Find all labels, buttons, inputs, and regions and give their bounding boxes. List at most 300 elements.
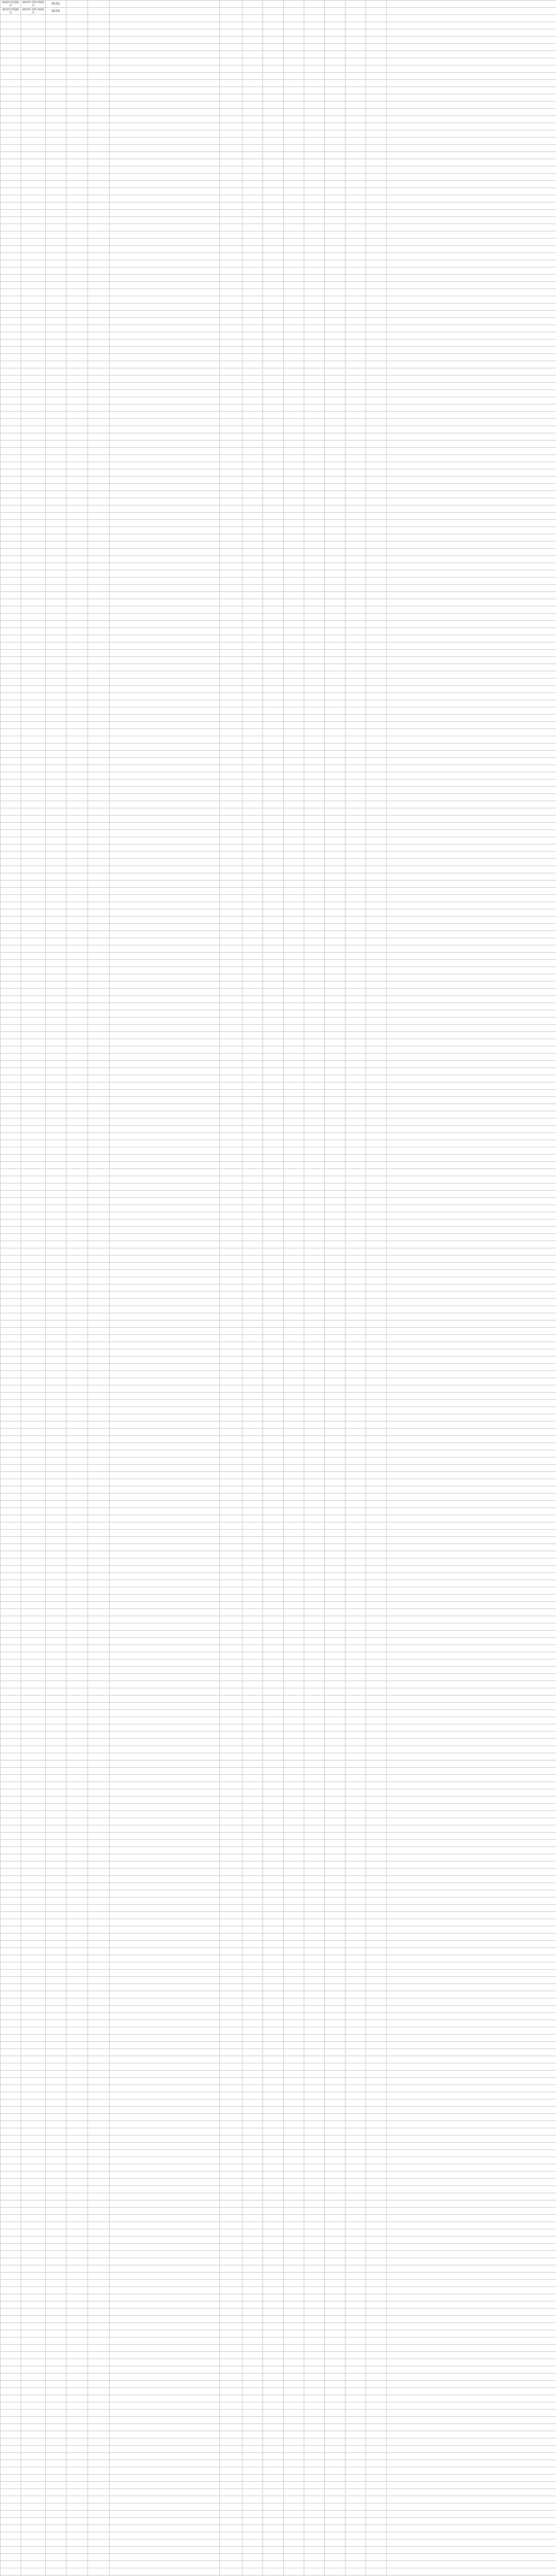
table-cell	[366, 1010, 387, 1018]
table-cell	[220, 1659, 242, 1667]
table-cell	[304, 1443, 325, 1450]
table-cell	[110, 902, 220, 909]
table-cell	[88, 1609, 110, 1616]
table-cell	[21, 541, 46, 549]
table-cell	[242, 1075, 263, 1082]
table-cell	[366, 880, 387, 888]
table-cell	[284, 1234, 304, 1241]
table-cell	[325, 628, 345, 635]
table-cell	[46, 1147, 66, 1155]
table-cell	[304, 289, 325, 296]
table-cell	[304, 1883, 325, 1890]
table-cell	[110, 354, 220, 361]
table-cell	[110, 94, 220, 101]
table-cell	[21, 1537, 46, 1544]
table-cell	[263, 1739, 284, 1746]
table-cell	[21, 1342, 46, 1349]
table-cell	[88, 967, 110, 974]
table-cell	[263, 1198, 284, 1205]
table-cell	[284, 2056, 304, 2063]
table-cell	[21, 1292, 46, 1299]
table-cell	[66, 275, 88, 282]
table-cell	[284, 22, 304, 29]
table-cell	[66, 1169, 88, 1176]
table-cell	[110, 231, 220, 239]
table-row	[1, 1082, 556, 1090]
table-cell	[345, 1919, 366, 1926]
table-cell	[304, 484, 325, 491]
table-row	[1, 1587, 556, 1595]
table-cell	[88, 794, 110, 801]
table-cell	[284, 1797, 304, 1804]
table-cell	[387, 2114, 556, 2121]
table-cell	[263, 94, 284, 101]
table-cell	[345, 1479, 366, 1486]
table-cell	[21, 2157, 46, 2164]
table-cell	[21, 188, 46, 195]
table-row	[1, 138, 556, 145]
table-cell	[110, 700, 220, 707]
table-cell	[1, 1241, 21, 1248]
table-row	[1, 859, 556, 866]
table-cell	[387, 2121, 556, 2128]
table-row	[1, 397, 556, 404]
table-cell	[88, 2027, 110, 2035]
table-row	[1, 217, 556, 224]
table-cell	[1, 1768, 21, 1775]
table-cell	[325, 267, 345, 275]
table-cell	[21, 1580, 46, 1587]
table-cell	[345, 1306, 366, 1313]
table-cell	[366, 2027, 387, 2035]
table-cell	[304, 1926, 325, 1934]
table-cell	[345, 1897, 366, 1905]
table-cell	[387, 1782, 556, 1789]
table-cell	[263, 2164, 284, 2172]
table-cell	[284, 1782, 304, 1789]
table-cell	[304, 1429, 325, 1436]
table-cell	[304, 549, 325, 556]
table-cell	[366, 44, 387, 51]
table-cell	[304, 1667, 325, 1674]
table-cell	[325, 22, 345, 29]
table-cell	[88, 1508, 110, 1515]
table-cell	[46, 419, 66, 426]
table-cell	[284, 217, 304, 224]
table-cell	[284, 390, 304, 397]
table-cell	[284, 2179, 304, 2186]
table-cell	[66, 166, 88, 174]
table-cell	[387, 296, 556, 303]
table-cell	[325, 210, 345, 217]
table-cell	[242, 671, 263, 679]
table-cell	[325, 657, 345, 664]
table-cell	[66, 909, 88, 917]
table-cell	[304, 1219, 325, 1227]
table-cell	[345, 426, 366, 433]
table-cell	[1, 1212, 21, 1219]
table-cell	[242, 1522, 263, 1530]
table-cell	[242, 2063, 263, 2071]
table-cell	[345, 1212, 366, 1219]
table-cell	[284, 1241, 304, 1248]
table-cell	[345, 1717, 366, 1724]
table-cell	[263, 1421, 284, 1429]
table-cell	[242, 1919, 263, 1926]
table-cell	[263, 397, 284, 404]
table-cell	[387, 2143, 556, 2150]
table-cell	[284, 58, 304, 65]
table-cell	[325, 1753, 345, 1760]
table-row	[1, 1659, 556, 1667]
table-cell	[1, 1256, 21, 1263]
table-cell	[88, 426, 110, 433]
table-cell	[345, 1515, 366, 1522]
table-cell	[387, 1522, 556, 1530]
table-cell	[325, 1934, 345, 1941]
table-cell	[110, 1075, 220, 1082]
table-cell	[220, 700, 242, 707]
table-cell	[304, 1003, 325, 1010]
table-cell	[110, 1501, 220, 1508]
table-cell	[345, 448, 366, 455]
table-cell	[366, 397, 387, 404]
table-cell	[345, 585, 366, 592]
table-cell	[220, 303, 242, 311]
table-cell	[263, 1284, 284, 1292]
table-cell	[345, 383, 366, 390]
table-cell	[242, 2056, 263, 2063]
table-cell	[220, 2092, 242, 2099]
table-cell	[21, 1082, 46, 1090]
table-cell	[1, 2049, 21, 2056]
table-cell	[345, 1710, 366, 1717]
table-cell	[242, 484, 263, 491]
table-cell	[325, 1537, 345, 1544]
table-row	[1, 1984, 556, 1991]
table-cell	[284, 383, 304, 390]
table-cell	[284, 1486, 304, 1494]
table-cell	[88, 1753, 110, 1760]
table-cell	[88, 1126, 110, 1133]
table-row	[1, 751, 556, 758]
table-cell	[284, 1768, 304, 1775]
table-cell	[325, 376, 345, 383]
table-row	[1, 2107, 556, 2114]
table-cell	[284, 729, 304, 736]
table-cell	[284, 2020, 304, 2027]
table-cell	[21, 1760, 46, 1768]
table-cell	[66, 1364, 88, 1371]
table-cell	[345, 1797, 366, 1804]
table-row	[1, 1724, 556, 1732]
table-row	[1, 159, 556, 166]
table-cell	[263, 2186, 284, 2193]
table-cell	[325, 2143, 345, 2150]
table-cell	[263, 477, 284, 484]
table-cell	[46, 722, 66, 729]
table-cell	[325, 1097, 345, 1104]
table-cell	[387, 340, 556, 347]
table-cell	[1, 1162, 21, 1169]
table-cell	[304, 837, 325, 844]
table-cell	[325, 1494, 345, 1501]
table-cell	[345, 1580, 366, 1587]
table-cell	[21, 1032, 46, 1039]
table-cell	[345, 686, 366, 693]
table-cell: 2023年普通批次	[1, 1, 21, 8]
table-cell	[304, 606, 325, 614]
table-cell	[242, 844, 263, 852]
table-cell: 2023年本科录取批次	[21, 1, 46, 8]
table-row	[1, 1162, 556, 1169]
table-cell	[46, 650, 66, 657]
table-cell	[242, 1955, 263, 1962]
table-cell	[66, 671, 88, 679]
table-cell	[366, 1436, 387, 1443]
table-cell	[325, 1292, 345, 1299]
table-cell	[242, 37, 263, 44]
table-cell	[46, 1609, 66, 1616]
table-row	[1, 2143, 556, 2150]
table-cell	[366, 945, 387, 953]
table-cell	[263, 1111, 284, 1118]
table-cell	[284, 1508, 304, 1515]
table-cell	[242, 1530, 263, 1537]
table-row	[1, 1, 556, 8]
table-cell	[46, 1782, 66, 1789]
table-cell	[263, 332, 284, 340]
table-cell	[263, 1082, 284, 1090]
table-cell	[88, 852, 110, 859]
table-cell	[263, 1414, 284, 1421]
table-cell	[21, 246, 46, 253]
table-cell	[325, 1905, 345, 1912]
table-cell	[1, 2193, 21, 2200]
table-cell	[387, 657, 556, 664]
table-cell	[304, 1934, 325, 1941]
table-cell	[220, 2179, 242, 2186]
table-cell	[242, 779, 263, 787]
table-cell	[263, 1948, 284, 1955]
table-row	[1, 311, 556, 318]
table-cell	[220, 65, 242, 73]
table-cell	[66, 2071, 88, 2078]
table-cell	[366, 1, 387, 8]
table-cell	[46, 433, 66, 440]
table-cell	[110, 1970, 220, 1977]
table-cell	[345, 1818, 366, 1825]
table-cell	[21, 1674, 46, 1681]
table-cell	[220, 1234, 242, 1241]
table-cell	[284, 592, 304, 599]
table-cell	[21, 1998, 46, 2006]
table-cell	[304, 953, 325, 960]
table-cell	[46, 1659, 66, 1667]
table-cell	[284, 1082, 304, 1090]
table-cell	[325, 974, 345, 981]
table-cell	[387, 8, 556, 15]
table-cell	[242, 1602, 263, 1609]
table-cell	[284, 231, 304, 239]
table-cell	[46, 51, 66, 58]
table-cell	[325, 715, 345, 722]
table-cell	[1, 1313, 21, 1320]
table-row	[1, 1609, 556, 1616]
table-cell	[21, 1126, 46, 1133]
table-cell	[345, 1147, 366, 1155]
table-row	[1, 729, 556, 736]
table-cell	[88, 347, 110, 354]
table-cell	[46, 1905, 66, 1912]
table-cell	[220, 1696, 242, 1703]
table-cell	[1, 1847, 21, 1854]
table-cell	[242, 1104, 263, 1111]
table-cell	[21, 368, 46, 376]
table-cell	[242, 1147, 263, 1155]
table-cell	[284, 174, 304, 181]
table-cell	[284, 679, 304, 686]
table-row	[1, 1544, 556, 1551]
table-cell	[46, 1414, 66, 1421]
table-cell	[387, 1025, 556, 1032]
table-cell	[366, 844, 387, 852]
table-cell	[284, 1320, 304, 1328]
table-cell	[284, 606, 304, 614]
table-cell	[66, 1948, 88, 1955]
table-cell	[46, 1032, 66, 1039]
table-cell	[46, 2049, 66, 2056]
table-row	[1, 1155, 556, 1162]
table-cell	[345, 101, 366, 109]
table-cell	[263, 1234, 284, 1241]
table-cell	[366, 707, 387, 715]
table-cell	[304, 2027, 325, 2035]
table-cell	[88, 332, 110, 340]
table-cell	[220, 628, 242, 635]
table-cell	[366, 1414, 387, 1421]
table-cell	[1, 686, 21, 693]
table-cell	[46, 1486, 66, 1494]
table-cell	[21, 87, 46, 94]
table-cell	[325, 1176, 345, 1183]
table-cell	[387, 2056, 556, 2063]
table-cell	[284, 938, 304, 945]
table-cell	[345, 1522, 366, 1530]
table-cell	[284, 1010, 304, 1018]
table-cell	[284, 1018, 304, 1025]
table-cell	[366, 2150, 387, 2157]
table-cell	[21, 1587, 46, 1595]
table-cell	[366, 22, 387, 29]
table-cell	[88, 2200, 110, 2208]
table-cell	[88, 101, 110, 109]
table-cell	[366, 51, 387, 58]
table-cell	[304, 1616, 325, 1623]
table-cell	[242, 2143, 263, 2150]
table-cell	[66, 1501, 88, 1508]
table-cell	[1, 1248, 21, 1256]
table-cell	[387, 1746, 556, 1753]
table-cell	[46, 1602, 66, 1609]
table-cell	[1, 606, 21, 614]
table-cell	[345, 844, 366, 852]
table-cell	[263, 1191, 284, 1198]
table-cell	[88, 58, 110, 65]
table-cell	[110, 1926, 220, 1934]
table-cell	[21, 1248, 46, 1256]
table-cell	[1, 1501, 21, 1508]
table-cell	[345, 1371, 366, 1378]
table-cell	[263, 1681, 284, 1688]
table-cell	[46, 1522, 66, 1530]
table-cell	[88, 390, 110, 397]
table-cell	[220, 1638, 242, 1645]
table-cell	[263, 1847, 284, 1854]
table-cell	[345, 859, 366, 866]
table-cell	[66, 1760, 88, 1768]
table-cell	[242, 563, 263, 570]
table-cell	[387, 866, 556, 873]
table-cell	[242, 325, 263, 332]
table-cell	[304, 1941, 325, 1948]
table-cell	[66, 1147, 88, 1155]
table-cell	[21, 58, 46, 65]
table-cell	[110, 1039, 220, 1046]
table-cell	[284, 1155, 304, 1162]
table-cell	[325, 1804, 345, 1811]
table-cell	[110, 1118, 220, 1126]
table-cell	[66, 65, 88, 73]
table-cell	[242, 953, 263, 960]
table-cell	[366, 1825, 387, 1833]
table-cell	[220, 917, 242, 924]
table-cell	[1, 217, 21, 224]
table-cell	[21, 1789, 46, 1797]
table-cell	[46, 354, 66, 361]
table-cell	[263, 246, 284, 253]
table-cell	[110, 1263, 220, 1270]
table-cell	[242, 1688, 263, 1696]
table-row	[1, 2063, 556, 2071]
table-cell	[220, 44, 242, 51]
table-cell	[66, 729, 88, 736]
table-cell	[1, 37, 21, 44]
table-cell	[1, 765, 21, 772]
table-cell	[110, 1861, 220, 1869]
table-cell	[304, 1746, 325, 1753]
table-cell	[21, 1833, 46, 1840]
table-cell	[66, 1984, 88, 1991]
table-cell	[110, 1876, 220, 1883]
table-cell	[21, 650, 46, 657]
table-cell	[88, 578, 110, 585]
table-cell	[304, 267, 325, 275]
table-cell	[325, 1659, 345, 1667]
table-cell	[88, 1421, 110, 1429]
table-cell	[66, 1861, 88, 1869]
table-cell	[66, 412, 88, 419]
table-cell	[366, 1970, 387, 1977]
table-cell	[366, 498, 387, 505]
table-cell	[21, 866, 46, 873]
table-cell	[110, 606, 220, 614]
table-cell	[242, 440, 263, 448]
table-cell	[263, 1183, 284, 1191]
table-cell	[1, 1934, 21, 1941]
table-cell	[304, 383, 325, 390]
table-cell	[220, 397, 242, 404]
